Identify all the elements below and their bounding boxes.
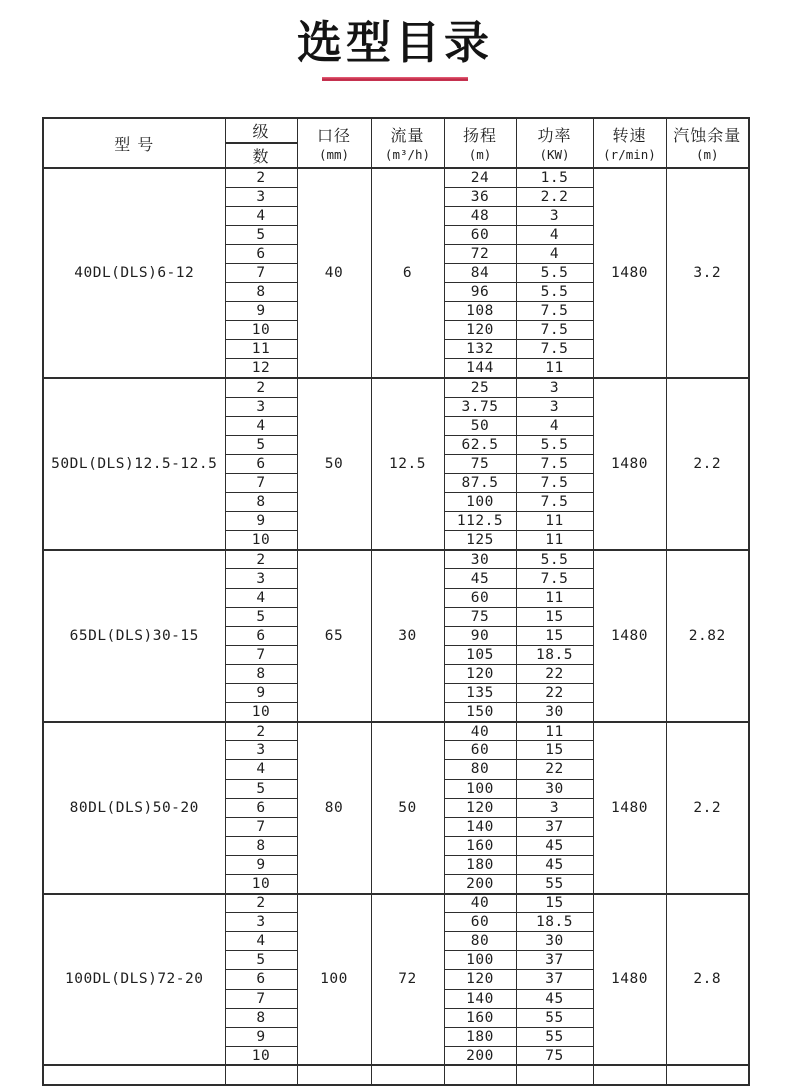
flow-cell: 72	[371, 894, 444, 1066]
header-npsh-label: 汽蚀余量	[673, 125, 742, 145]
header-power-unit: (KW)	[539, 146, 570, 162]
power-cell: 15	[516, 894, 593, 913]
power-cell: 18.5	[516, 645, 593, 664]
header-flow-unit: (m³/h)	[384, 146, 431, 162]
header-speed	[593, 118, 666, 168]
stage-cell: 10	[225, 703, 297, 722]
stage-cell: 4	[225, 760, 297, 779]
stage-cell: 12	[225, 359, 297, 378]
head-cell: 87.5	[444, 474, 516, 493]
power-cell: 15	[516, 607, 593, 626]
cutoff-cell	[593, 1065, 666, 1085]
head-cell: 100	[444, 493, 516, 512]
speed-cell: 1480	[593, 722, 666, 894]
power-cell: 45	[516, 989, 593, 1008]
npsh-cell: 2.8	[666, 894, 749, 1066]
stage-cell: 7	[225, 817, 297, 836]
header-flow-label: 流量	[390, 125, 425, 145]
stage-cell: 3	[225, 741, 297, 760]
diameter-cell: 100	[297, 894, 371, 1066]
head-cell: 132	[444, 340, 516, 359]
table-body	[43, 168, 749, 1085]
power-cell: 37	[516, 970, 593, 989]
power-cell: 1.5	[516, 168, 593, 187]
header-diameter	[297, 118, 371, 168]
model-cell: 65DL(DLS)30-15	[43, 550, 225, 722]
stage-cell: 11	[225, 340, 297, 359]
power-cell: 7.5	[516, 569, 593, 588]
power-cell: 11	[516, 531, 593, 550]
stage-cell: 8	[225, 1008, 297, 1027]
stage-cell: 4	[225, 932, 297, 951]
header-diameter-label: 口径	[316, 125, 351, 145]
head-cell: 180	[444, 1027, 516, 1046]
cutoff-cell	[43, 1065, 225, 1085]
power-cell: 15	[516, 626, 593, 645]
stage-cell: 5	[225, 951, 297, 970]
cutoff-cell	[516, 1065, 593, 1085]
stage-cell: 2	[225, 894, 297, 913]
stage-cell: 2	[225, 378, 297, 397]
table-row	[43, 378, 749, 397]
power-cell: 30	[516, 932, 593, 951]
power-cell: 4	[516, 416, 593, 435]
head-cell: 25	[444, 378, 516, 397]
table-row	[43, 168, 749, 187]
power-cell: 5.5	[516, 283, 593, 302]
stage-cell: 2	[225, 550, 297, 569]
npsh-cell: 2.2	[666, 722, 749, 894]
power-cell: 37	[516, 951, 593, 970]
head-cell: 200	[444, 1046, 516, 1065]
head-cell: 48	[444, 206, 516, 225]
stage-cell: 5	[225, 435, 297, 454]
stage-cell: 7	[225, 989, 297, 1008]
stage-cell: 6	[225, 970, 297, 989]
head-cell: 3.75	[444, 397, 516, 416]
stage-cell: 10	[225, 1046, 297, 1065]
head-cell: 60	[444, 588, 516, 607]
head-cell: 100	[444, 779, 516, 798]
stage-cell: 6	[225, 244, 297, 263]
stage-cell: 5	[225, 225, 297, 244]
stage-cell: 8	[225, 493, 297, 512]
power-cell: 7.5	[516, 454, 593, 473]
head-cell: 120	[444, 798, 516, 817]
diameter-cell: 40	[297, 168, 371, 378]
flow-cell: 50	[371, 722, 444, 894]
head-cell: 108	[444, 302, 516, 321]
power-cell: 37	[516, 817, 593, 836]
stage-cell: 8	[225, 283, 297, 302]
table-row	[43, 550, 749, 569]
head-cell: 80	[444, 760, 516, 779]
head-cell: 36	[444, 187, 516, 206]
head-cell: 150	[444, 703, 516, 722]
power-cell: 45	[516, 836, 593, 855]
power-cell: 7.5	[516, 302, 593, 321]
power-cell: 2.2	[516, 187, 593, 206]
table-header	[43, 118, 749, 168]
diameter-cell: 80	[297, 722, 371, 894]
diameter-cell: 50	[297, 378, 371, 550]
head-cell: 60	[444, 741, 516, 760]
header-npsh	[666, 118, 749, 168]
head-cell: 96	[444, 283, 516, 302]
head-cell: 62.5	[444, 435, 516, 454]
head-cell: 50	[444, 416, 516, 435]
stage-cell: 10	[225, 531, 297, 550]
power-cell: 3	[516, 397, 593, 416]
power-cell: 45	[516, 855, 593, 874]
power-cell: 3	[516, 798, 593, 817]
header-flow	[371, 118, 444, 168]
head-cell: 75	[444, 607, 516, 626]
power-cell: 7.5	[516, 474, 593, 493]
head-cell: 135	[444, 684, 516, 703]
power-cell: 55	[516, 874, 593, 893]
flow-cell: 30	[371, 550, 444, 722]
stage-cell: 6	[225, 626, 297, 645]
title-underline	[322, 77, 468, 81]
head-cell: 75	[444, 454, 516, 473]
stage-cell: 7	[225, 645, 297, 664]
header-model: 型 号	[43, 118, 225, 168]
model-cell: 50DL(DLS)12.5-12.5	[43, 378, 225, 550]
stage-cell: 4	[225, 206, 297, 225]
header-head-unit: (m)	[468, 146, 492, 162]
head-cell: 140	[444, 989, 516, 1008]
stage-cell: 3	[225, 187, 297, 206]
stage-cell: 7	[225, 263, 297, 282]
head-cell: 120	[444, 321, 516, 340]
head-cell: 60	[444, 913, 516, 932]
power-cell: 22	[516, 664, 593, 683]
head-cell: 120	[444, 970, 516, 989]
speed-cell: 1480	[593, 894, 666, 1066]
stage-cell: 4	[225, 588, 297, 607]
stage-cell: 6	[225, 454, 297, 473]
head-cell: 60	[444, 225, 516, 244]
power-cell: 55	[516, 1008, 593, 1027]
stage-cell: 3	[225, 397, 297, 416]
head-cell: 180	[444, 855, 516, 874]
head-cell: 160	[444, 1008, 516, 1027]
power-cell: 11	[516, 722, 593, 741]
npsh-cell: 3.2	[666, 168, 749, 378]
power-cell: 4	[516, 225, 593, 244]
header-stage-top: 级	[225, 118, 297, 143]
cutoff-cell	[225, 1065, 297, 1085]
stage-cell: 9	[225, 855, 297, 874]
stage-cell: 5	[225, 607, 297, 626]
head-cell: 100	[444, 951, 516, 970]
header-speed-unit: (r/min)	[603, 146, 656, 162]
power-cell: 7.5	[516, 340, 593, 359]
cutoff-cell	[297, 1065, 371, 1085]
power-cell: 75	[516, 1046, 593, 1065]
power-cell: 22	[516, 760, 593, 779]
power-cell: 11	[516, 512, 593, 531]
header-speed-label: 转速	[612, 125, 647, 145]
header-power-label: 功率	[537, 125, 572, 145]
head-cell: 200	[444, 874, 516, 893]
stage-cell: 6	[225, 798, 297, 817]
head-cell: 112.5	[444, 512, 516, 531]
cutoff-cell	[371, 1065, 444, 1085]
stage-cell: 7	[225, 474, 297, 493]
header-stage-bottom: 数	[225, 143, 297, 168]
stage-cell: 9	[225, 302, 297, 321]
power-cell: 5.5	[516, 263, 593, 282]
speed-cell: 1480	[593, 168, 666, 378]
stage-cell: 9	[225, 1027, 297, 1046]
flow-cell: 6	[371, 168, 444, 378]
stage-cell: 4	[225, 416, 297, 435]
model-cell: 80DL(DLS)50-20	[43, 722, 225, 894]
head-cell: 40	[444, 722, 516, 741]
flow-cell: 12.5	[371, 378, 444, 550]
header-head	[444, 118, 516, 168]
head-cell: 105	[444, 645, 516, 664]
power-cell: 7.5	[516, 493, 593, 512]
power-cell: 5.5	[516, 435, 593, 454]
power-cell: 3	[516, 206, 593, 225]
head-cell: 30	[444, 550, 516, 569]
npsh-cell: 2.2	[666, 378, 749, 550]
power-cell: 7.5	[516, 321, 593, 340]
speed-cell: 1480	[593, 550, 666, 722]
diameter-cell: 65	[297, 550, 371, 722]
power-cell: 30	[516, 779, 593, 798]
stage-cell: 9	[225, 512, 297, 531]
header-npsh-unit: (m)	[695, 146, 719, 162]
page-title: 选型目录	[296, 16, 493, 69]
table-row	[43, 722, 749, 741]
stage-cell: 9	[225, 684, 297, 703]
head-cell: 84	[444, 263, 516, 282]
header-head-label: 扬程	[462, 125, 497, 145]
stage-cell: 3	[225, 569, 297, 588]
power-cell: 55	[516, 1027, 593, 1046]
stage-cell: 10	[225, 874, 297, 893]
power-cell: 11	[516, 359, 593, 378]
power-cell: 11	[516, 588, 593, 607]
head-cell: 140	[444, 817, 516, 836]
cutoff-cell	[666, 1065, 749, 1085]
power-cell: 30	[516, 703, 593, 722]
speed-cell: 1480	[593, 378, 666, 550]
stage-cell: 3	[225, 913, 297, 932]
power-cell: 15	[516, 741, 593, 760]
table-row-cutoff	[43, 1065, 749, 1085]
head-cell: 40	[444, 894, 516, 913]
stage-cell: 2	[225, 168, 297, 187]
header-power	[516, 118, 593, 168]
head-cell: 160	[444, 836, 516, 855]
table-row	[43, 894, 749, 913]
power-cell: 18.5	[516, 913, 593, 932]
power-cell: 5.5	[516, 550, 593, 569]
npsh-cell: 2.82	[666, 550, 749, 722]
power-cell: 4	[516, 244, 593, 263]
head-cell: 125	[444, 531, 516, 550]
power-cell: 22	[516, 684, 593, 703]
cutoff-cell	[444, 1065, 516, 1085]
model-cell: 40DL(DLS)6-12	[43, 168, 225, 378]
head-cell: 80	[444, 932, 516, 951]
head-cell: 24	[444, 168, 516, 187]
stage-cell: 5	[225, 779, 297, 798]
model-cell: 100DL(DLS)72-20	[43, 894, 225, 1066]
stage-cell: 8	[225, 664, 297, 683]
stage-cell: 8	[225, 836, 297, 855]
head-cell: 90	[444, 626, 516, 645]
head-cell: 144	[444, 359, 516, 378]
power-cell: 3	[516, 378, 593, 397]
head-cell: 120	[444, 664, 516, 683]
head-cell: 45	[444, 569, 516, 588]
stage-cell: 2	[225, 722, 297, 741]
stage-cell: 10	[225, 321, 297, 340]
head-cell: 72	[444, 244, 516, 263]
pump-selection-table	[42, 117, 750, 1086]
header-diameter-unit: (mm)	[318, 146, 350, 162]
